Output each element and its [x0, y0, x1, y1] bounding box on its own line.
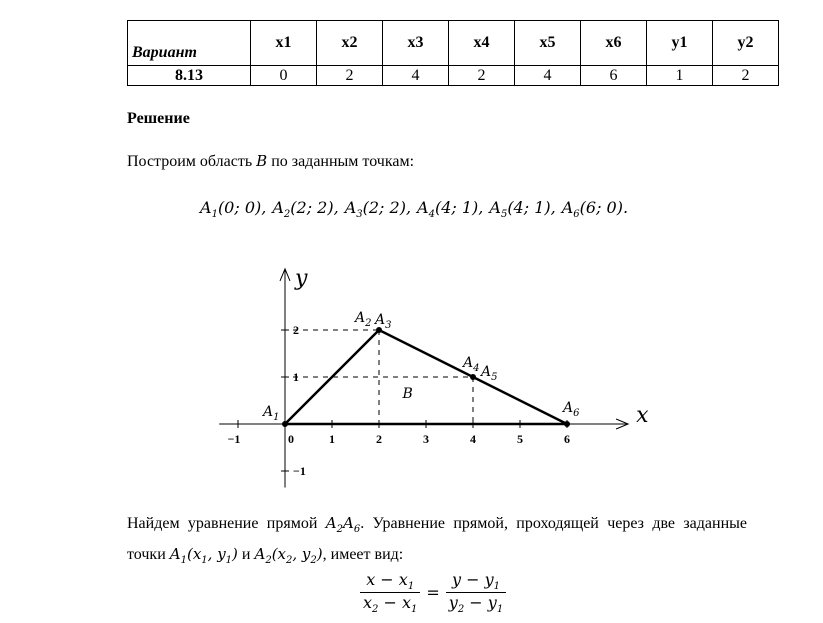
x-tick-label: 6	[564, 432, 570, 446]
x-tick-label: 3	[423, 432, 429, 446]
section-heading: Решение	[127, 110, 190, 127]
vertex-label-a1: $A_1$	[263, 404, 280, 423]
x-tick-label: 0	[288, 432, 294, 446]
table-header-cell: x6	[581, 21, 647, 66]
table-header-cell: x4	[449, 21, 515, 66]
intro-text: по заданным точкам:	[267, 153, 415, 170]
y-tick-label: 2	[293, 323, 299, 337]
paragraph-text: и	[237, 546, 255, 563]
table-header-cell: y1	[647, 21, 713, 66]
table-cell: 4	[515, 66, 581, 86]
x-tick-label: −1	[227, 432, 241, 446]
y-tick-label: −1	[293, 464, 306, 478]
point-a4: $A_4(4$; 1),	[417, 198, 484, 221]
fraction-denominator: $y_2 - y_1$	[448, 593, 504, 616]
table-cell: 0	[251, 66, 317, 86]
vertex-label-a5: $A_5$	[481, 364, 498, 383]
vertex-label-a4: $A_4$	[463, 355, 480, 374]
table-cell: 2	[713, 66, 779, 86]
paragraph-text: Найдем уравнение прямой	[127, 515, 326, 532]
x-tick-label: 2	[376, 432, 382, 446]
table-cell: 6	[581, 66, 647, 86]
equals-sign: =	[426, 583, 440, 603]
point-a6: $A_6(6$; 0).	[561, 198, 629, 221]
region-label: B	[402, 386, 413, 403]
region-variable: B	[256, 152, 268, 170]
two-point-formula	[360, 570, 506, 615]
line-name: $A_2A_6$	[325, 514, 361, 535]
fraction-denominator: $x_2 - x_1$	[363, 593, 418, 616]
paragraph-text: , имеет вид:	[322, 546, 404, 563]
fraction-numerator: $x - x_1$	[360, 570, 420, 593]
region-graph	[200, 262, 649, 487]
point-a5: $A_5(4$; 1),	[489, 198, 556, 221]
vertex-label-a2: $A_2$	[355, 310, 372, 329]
table-cell: 2	[449, 66, 515, 86]
vertex-marker	[282, 421, 288, 427]
paragraph-text: . Уравнение прямой, проходящей через две заданные точки	[127, 515, 748, 563]
table-header-cell: x3	[383, 21, 449, 66]
table-header-row	[128, 21, 779, 66]
table-cell: 1	[647, 66, 713, 86]
y-axis-label: y	[295, 265, 308, 291]
table-header-cell: x1	[251, 21, 317, 66]
vertex-marker	[470, 374, 476, 380]
vertex-marker	[564, 421, 570, 427]
x-axis-label: x	[636, 403, 649, 428]
point-a2: $A_2(2$; 2),	[272, 198, 339, 221]
rhs-fraction	[446, 570, 506, 615]
table-header-cell: x5	[515, 21, 581, 66]
table-header-cell: Вариант	[128, 21, 251, 66]
table-header-cell: y2	[713, 21, 779, 66]
points-list	[200, 198, 634, 220]
intro-text: Построим область	[127, 153, 257, 170]
point-a2: $A_2(x_2$, $y_2$)	[254, 545, 323, 566]
x-tick-label: 1	[329, 432, 335, 446]
vertex-label-a3: $A_3$	[375, 312, 392, 331]
line-equation-paragraph	[127, 511, 747, 573]
x-tick-label: 4	[470, 432, 476, 446]
table-cell: 4	[383, 66, 449, 86]
variant-table	[127, 20, 779, 86]
point-a1: $A_1(x_1$, $y_1$)	[169, 545, 238, 566]
y-tick-label: 1	[293, 370, 299, 384]
table-cell: 8.13	[128, 66, 251, 86]
lhs-fraction	[360, 570, 420, 615]
fraction-numerator: $y - y_1$	[446, 570, 506, 593]
x-tick-label: 5	[517, 432, 523, 446]
table-cell: 2	[317, 66, 383, 86]
vertex-label-a6: $A_6$	[563, 400, 580, 419]
table-header-cell: x2	[317, 21, 383, 66]
table-row	[128, 66, 779, 86]
intro-paragraph	[127, 152, 414, 171]
point-a1: $A_1(0$; 0),	[200, 198, 267, 221]
point-a3: $A_3(2$; 2),	[344, 198, 412, 221]
